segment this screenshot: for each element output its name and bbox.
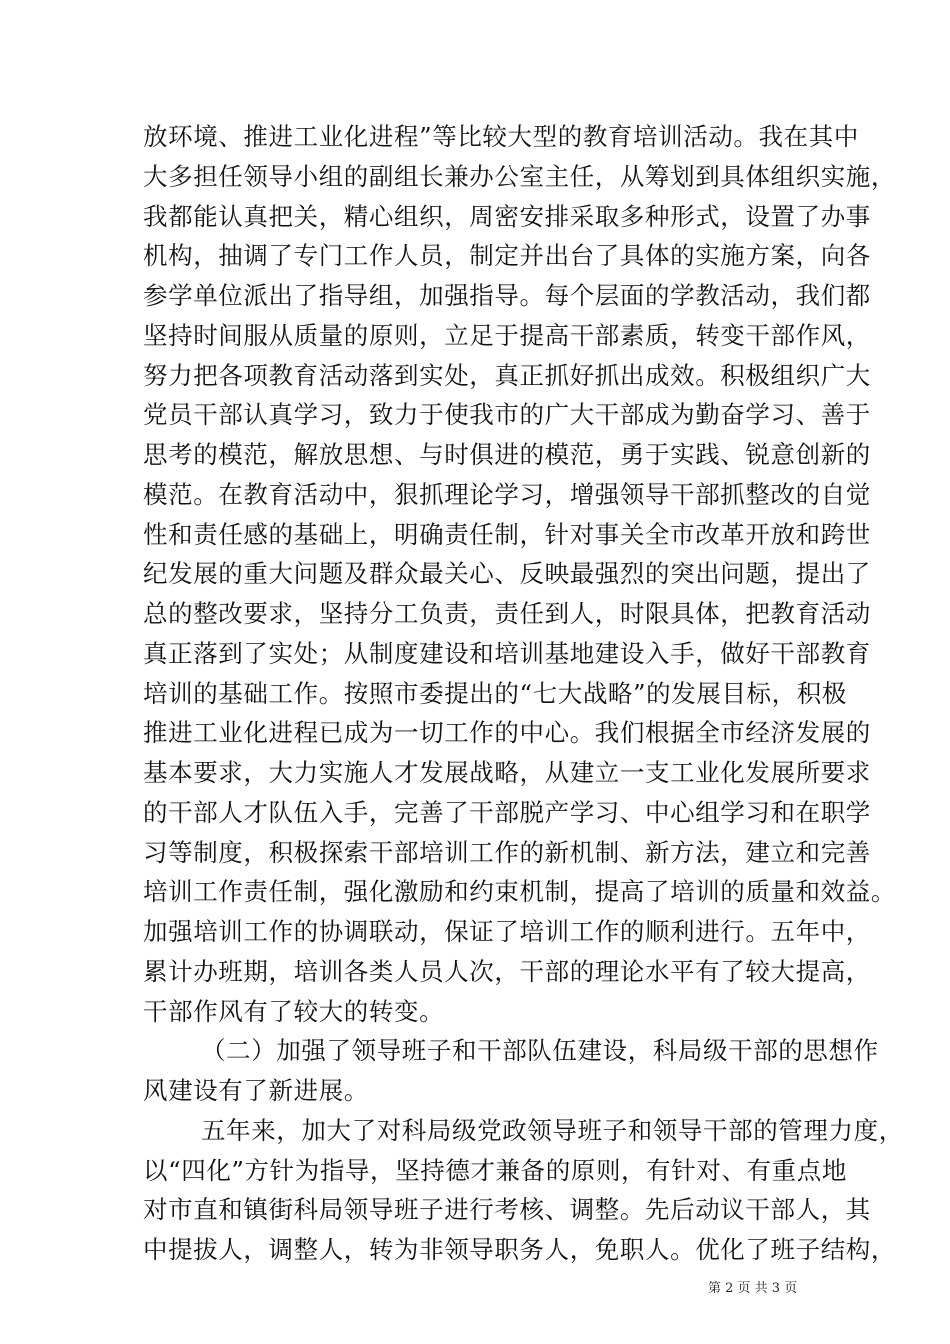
text-line: 加强培训工作的协调联动，保证了培训工作的顺利进行。五年中， — [143, 917, 871, 946]
text-line: 以“四化”方针为指导，坚持德才兼备的原则，有针对、有重点地 — [143, 1156, 847, 1185]
text-line: 模范。在教育活动中，狠抓理论学习，增强领导干部抓整改的自觉 — [143, 480, 871, 509]
text-line: 累计办班期，培训各类人员人次，干部的理论水平有了较大提高， — [143, 957, 871, 986]
text-line: 纪发展的重大问题及群众最关心、反映最强烈的突出问题，提出了 — [143, 559, 871, 588]
text-line: 我都能认真把关，精心组织，周密安排采取多种形式，设置了办事 — [143, 202, 871, 231]
text-line: 培训的基础工作。按照市委提出的“七大战略”的发展目标，积极 — [143, 679, 847, 708]
text-line: 对市直和镇街科局领导班子进行考核、调整。先后动议干部人，其 — [143, 1195, 871, 1224]
text-line: 真正落到了实处；从制度建设和培训基地建设入手，做好干部教育 — [143, 639, 871, 668]
text-line: 干部作风有了较大的转变。 — [143, 997, 445, 1026]
text-line: 思考的模范，解放思想、与时俱进的模范，勇于实践、锐意创新的 — [143, 440, 871, 469]
text-line: 坚持时间服从质量的原则，立足于提高干部素质，转变干部作风， — [143, 321, 871, 350]
text-line: 培训工作责任制，强化激励和约束机制，提高了培训的质量和效益。 — [143, 877, 896, 906]
text-line: 推进工业化进程已成为一切工作的中心。我们根据全市经济发展的 — [143, 718, 871, 747]
text-line: 放环境、推进工业化进程”等比较大型的教育培训活动。我在其中 — [143, 122, 859, 151]
page-number-footer: 第 2 页 共 3 页 — [708, 1281, 798, 1296]
section-heading-line: 风建设有了新进展。 — [143, 1076, 369, 1105]
section-heading-line: （二）加强了领导班子和干部队伍建设，科局级干部的思想作 — [201, 1036, 879, 1065]
text-line: 五年来，加大了对科局级党政领导班子和领导干部的管理力度， — [201, 1116, 904, 1145]
text-line: 中提拔人，调整人，转为非领导职务人，免职人。优化了班子结构， — [143, 1235, 896, 1264]
text-line: 机构，抽调了专门工作人员，制定并出台了具体的实施方案，向各 — [143, 241, 871, 270]
text-line: 党员干部认真学习，致力于使我市的广大干部成为勤奋学习、善于 — [143, 400, 871, 429]
text-line: 总的整改要求，坚持分工负责，责任到人，时限具体，把教育活动 — [143, 599, 871, 628]
text-line: 基本要求，大力实施人才发展战略，从建立一支工业化发展所要求 — [143, 758, 871, 787]
text-line: 努力把各项教育活动落到实处，真正抓好抓出成效。积极组织广大 — [143, 361, 871, 390]
text-line: 习等制度，积极探索干部培训工作的新机制、新方法，建立和完善 — [143, 838, 871, 867]
text-line: 大多担任领导小组的副组长兼办公室主任，从筹划到具体组织实施， — [143, 162, 896, 191]
text-line: 的干部人才队伍入手，完善了干部脱产学习、中心组学习和在职学 — [143, 798, 871, 827]
text-line: 参学单位派出了指导组，加强指导。每个层面的学教活动，我们都 — [143, 281, 871, 310]
text-line: 性和责任感的基础上，明确责任制，针对事关全市改革开放和跨世 — [143, 520, 871, 549]
